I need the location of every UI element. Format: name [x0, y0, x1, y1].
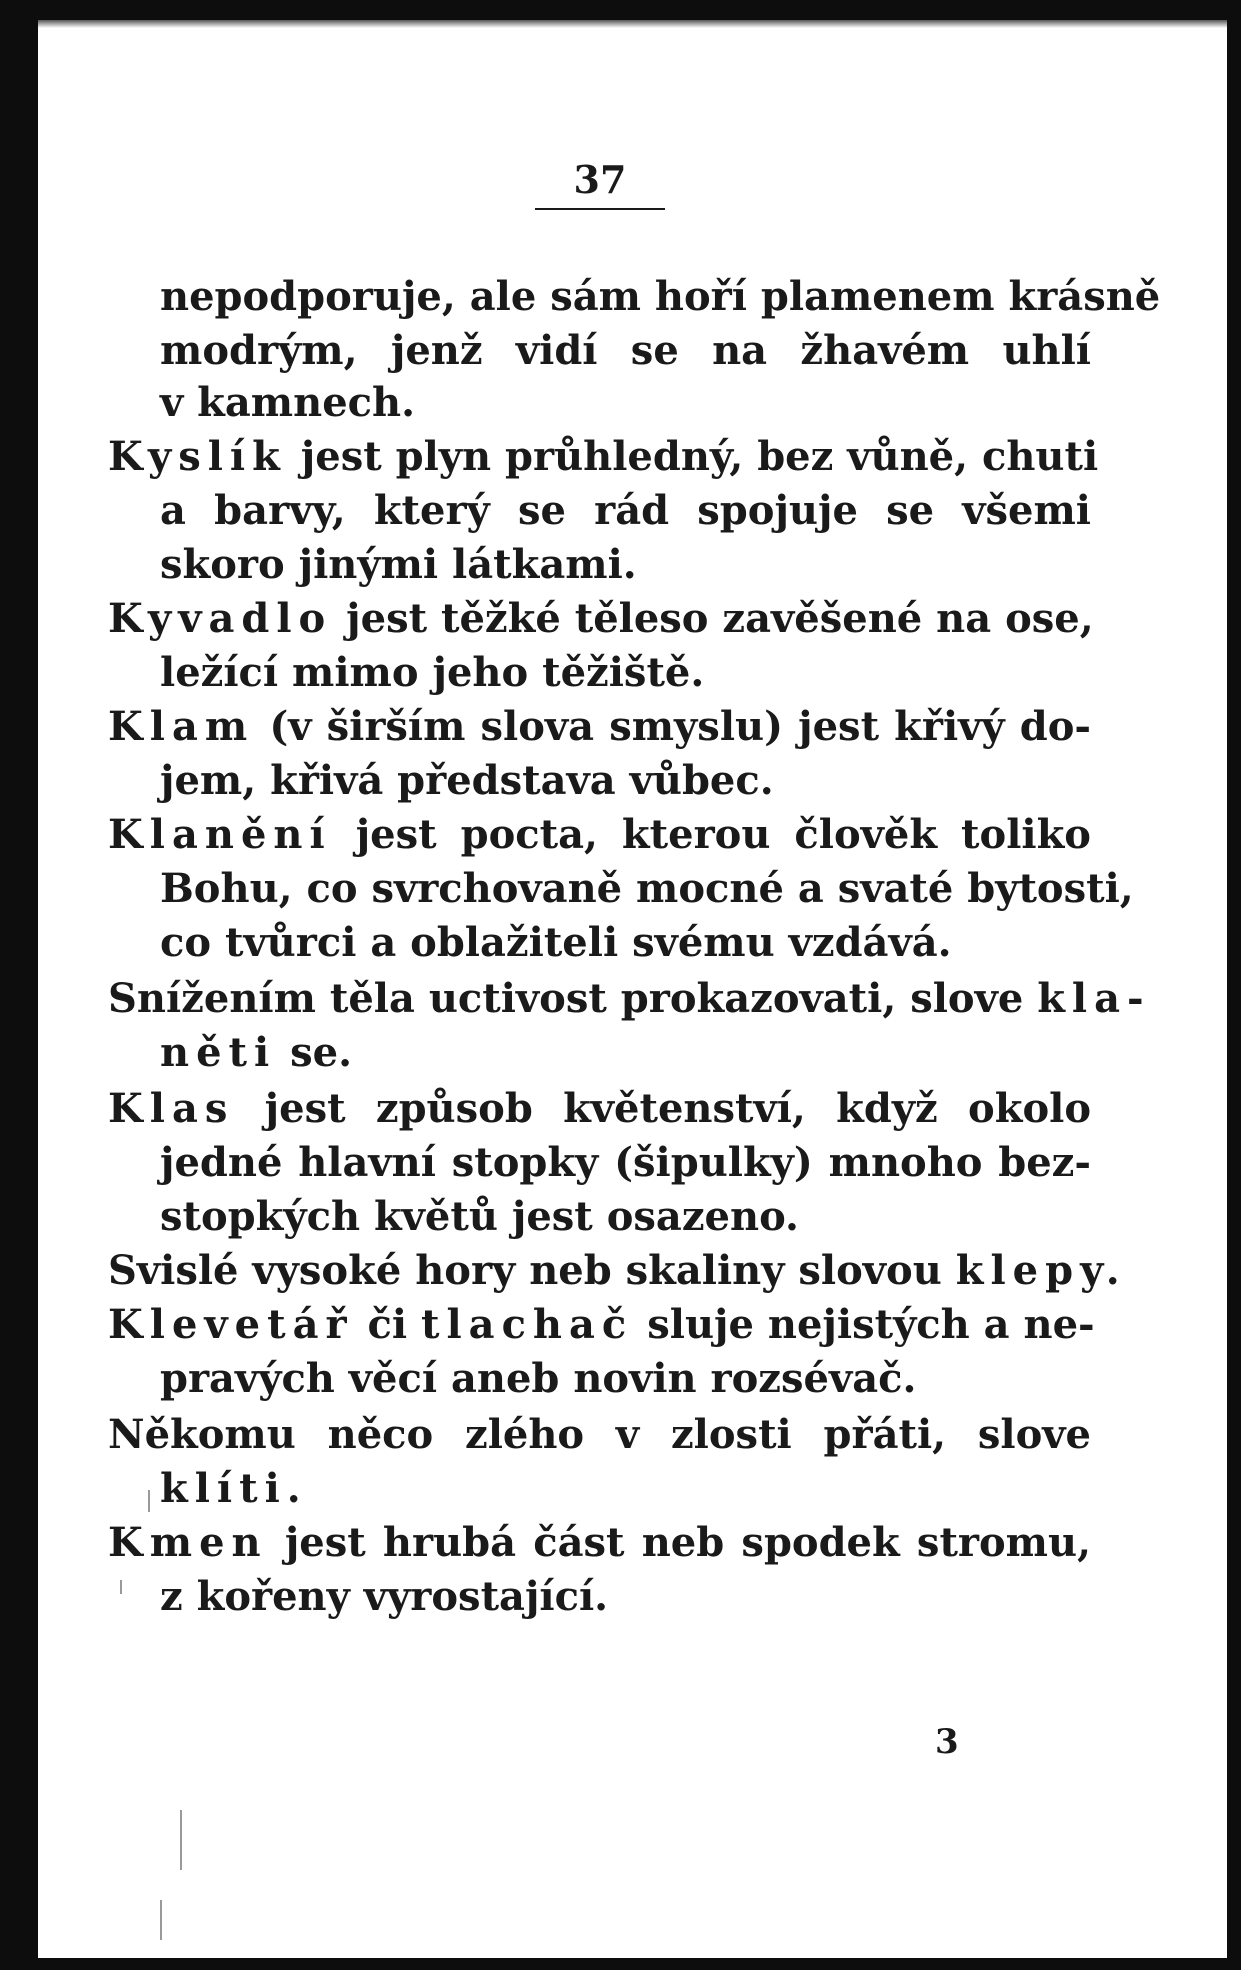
text-line: v kamnech. [160, 379, 416, 426]
dictionary-entry-line: Kyvadlo jest těžké těleso zavěšené na ose, [108, 595, 1094, 642]
dictionary-entry-line: Klas jest způsob květenství, když okolo [108, 1085, 1091, 1132]
text-line: stopkých květů jest osazeno. [160, 1193, 799, 1240]
text-line: modrým, jenž vidí se na žhavém uhlí [160, 327, 1091, 374]
text-line: skoro jinými látkami. [160, 541, 637, 588]
headword: Kyslík [108, 433, 287, 480]
text-line: co tvůrci a oblažiteli svému vzdává. [160, 919, 952, 966]
headword: tlachač [420, 1301, 634, 1348]
headword: Kmen [108, 1519, 268, 1566]
headword: Klevetář [108, 1301, 354, 1348]
text-line: něti se. [160, 1029, 353, 1076]
text-line: a barvy, který se rád spojuje se všemi [160, 487, 1091, 534]
scan-border-left [0, 0, 38, 1970]
scan-speck [120, 1580, 122, 1594]
signature-mark: 3 [935, 1722, 959, 1762]
headword: klepy. [955, 1247, 1127, 1294]
text-line: Bohu, co svrchovaně mocné a svaté bytosti, [160, 865, 1134, 912]
headword: Klas [108, 1085, 235, 1132]
page-number-rule [535, 208, 665, 210]
scan-speck [148, 1490, 150, 1512]
text-line: pravých věcí aneb novin rozsévač. [160, 1355, 917, 1402]
headword: klíti. [160, 1465, 308, 1512]
dictionary-entry-line: Svislé vysoké hory neb skaliny slovou klepy. [108, 1247, 1127, 1294]
text-line: jem, křivá představa vůbec. [160, 757, 774, 804]
scan-speck [160, 1900, 162, 1940]
dictionary-entry-line: Kmen jest hrubá část neb spodek stromu, [108, 1519, 1091, 1566]
text-line: Někomu něco zlého v zlosti přáti, slove [108, 1411, 1091, 1458]
headword: něti [160, 1029, 277, 1076]
text-line [160, 1464, 1091, 1514]
text-line: nepodporuje, ale sám hoří plamenem krásně [160, 273, 1161, 320]
scan-border-right [1227, 0, 1241, 1970]
headword: kla- [1037, 975, 1151, 1022]
dictionary-entry-line: Kyslík jest plyn průhledný, bez vůně, chuti [108, 433, 1099, 480]
page-number: 37 [573, 157, 627, 202]
dictionary-entry-line: Klam (v širším slova smyslu) jest křivý do- [108, 703, 1091, 750]
text-line: jedné hlavní stopky (šipulky) mnoho bez- [160, 1139, 1091, 1186]
scan-border-top [0, 0, 1241, 20]
text-line: z kořeny vyrostající. [160, 1573, 609, 1620]
headword: Klam [108, 703, 255, 750]
scan-speck [180, 1810, 182, 1870]
headword: Kyvadlo [108, 595, 333, 642]
scan-shadow-top [38, 20, 1227, 28]
dictionary-entry-line: Klevetář či tlachač sluje nejistých a ne- [108, 1301, 1095, 1348]
scan-border-bottom [0, 1958, 1241, 1970]
dictionary-entry-line: Snížením těla uctivost prokazovati, slove kla- [108, 975, 1151, 1022]
headword: Klanění [108, 811, 332, 858]
dictionary-entry-line: Klanění jest pocta, kterou člověk toliko [108, 811, 1091, 858]
text-line: ležící mimo jeho těžiště. [160, 649, 705, 696]
